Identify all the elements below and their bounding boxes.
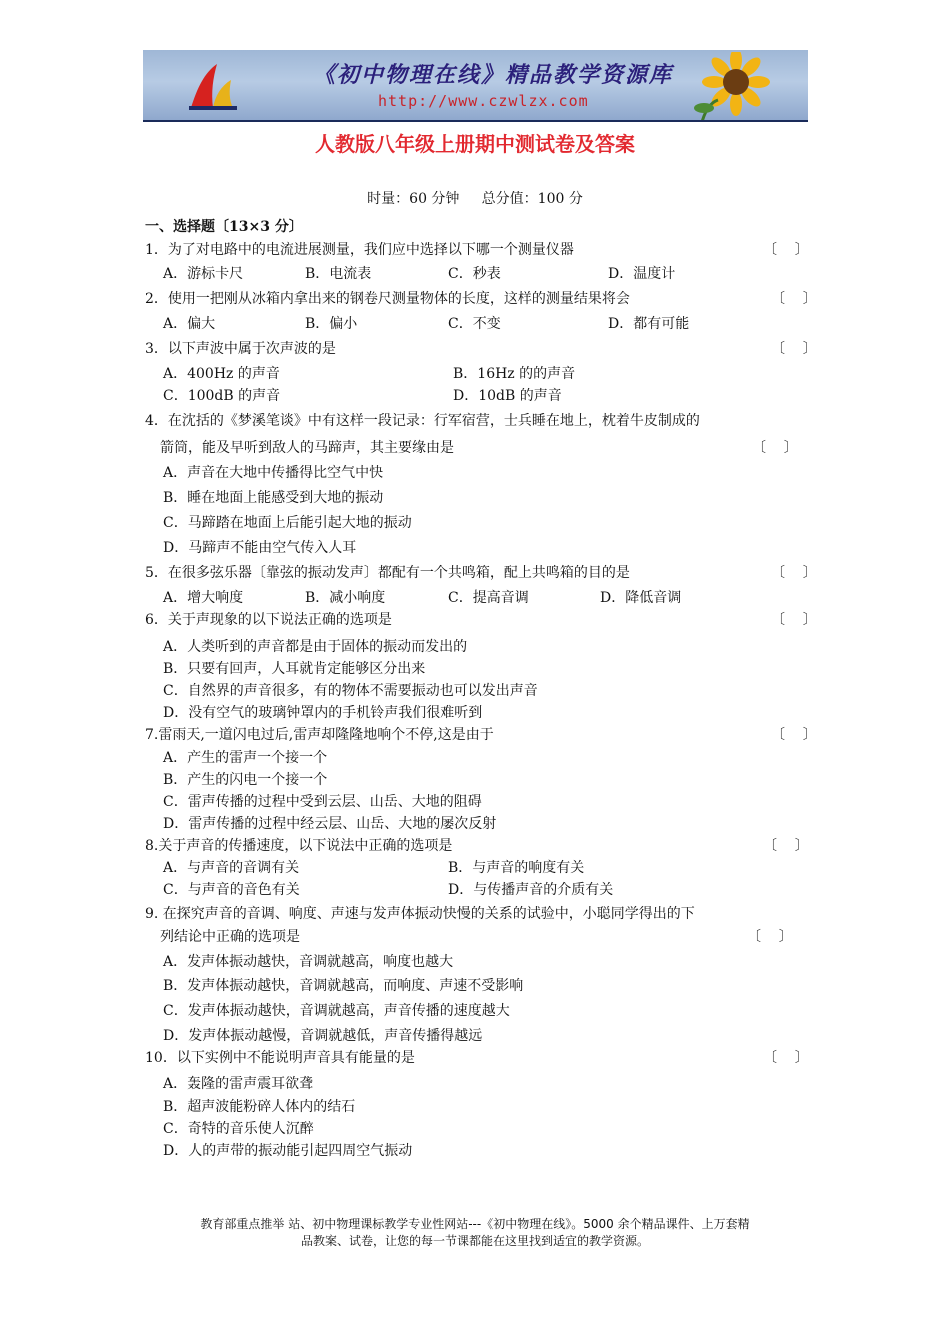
question-9-option-c: C．发声体振动越快，音调就越高，声音传播的速度越大 [163, 1003, 510, 1019]
question-1-option-c: C．秒表 [448, 266, 501, 282]
question-1-option-d: D．温度计 [608, 266, 676, 282]
sunflower-icon [688, 52, 778, 120]
question-7-text: 7.雷雨天,一道闪电过后,雷声却隆隆地响个不停,这是由于 [145, 727, 494, 743]
question-6-option-a: A．人类听到的声音都是由于固体的振动而发出的 [163, 639, 468, 655]
question-4-option-a: A．声音在大地中传播得比空气中快 [163, 465, 384, 481]
question-8-answer-bracket: 〔 〕 [763, 838, 809, 854]
question-2-answer-bracket: 〔 〕 [771, 291, 817, 307]
question-8-option-c: C．与声音的音色有关 [163, 882, 300, 898]
document-title: 人教版八年级上册期中测试卷及答案 [315, 132, 635, 156]
question-3-answer-bracket: 〔 〕 [771, 341, 817, 357]
question-10-text: 10．以下实例中不能说明声音具有能量的是 [145, 1050, 415, 1066]
question-7-option-d: D．雷声传播的过程中经云层、山岳、大地的屡次反射 [163, 816, 497, 832]
question-10-answer-bracket: 〔 〕 [763, 1050, 809, 1066]
page-footer [0, 1216, 950, 1250]
question-6-text: 6．关于声现象的以下说法正确的选项是 [145, 612, 392, 628]
banner-underline [143, 120, 808, 122]
question-9-text-line-2: 列结论中正确的选项是 [160, 929, 300, 945]
question-10-option-a: A．轰隆的雷声震耳欲聋 [163, 1076, 314, 1092]
banner-title: 《初中物理在线》精品教学资源库 [313, 62, 674, 88]
question-2-option-d: D．都有可能 [608, 316, 690, 332]
question-5-text: 5．在很多弦乐器〔靠弦的振动发声〕都配有一个共鸣箱，配上共鸣箱的目的是 [145, 565, 630, 581]
question-8-option-d: D．与传播声音的介质有关 [448, 882, 614, 898]
question-4-option-c: C．马蹄踏在地面上后能引起大地的振动 [163, 515, 412, 531]
question-9-option-a: A．发声体振动越快，音调就越高，响度也越大 [163, 954, 454, 970]
question-5-option-d: D．降低音调 [600, 590, 682, 606]
question-10-option-c: C．奇特的音乐使人沉醉 [163, 1121, 314, 1137]
question-8-option-b: B．与声音的响度有关 [448, 860, 585, 876]
question-1-option-a: A．游标卡尺 [163, 266, 244, 282]
question-4-answer-bracket: 〔 〕 [752, 440, 798, 456]
question-3-option-a: A．400Hz 的声音 [163, 366, 280, 382]
exam-meta: 时量：60 分钟 总分值：100 分 [367, 191, 583, 207]
question-5-option-c: C．提高音调 [448, 590, 529, 606]
banner-url-link[interactable]: http://www.czwlzx.com [378, 92, 589, 110]
question-2-option-a: A．偏大 [163, 316, 216, 332]
question-3-option-c: C．100dB 的声音 [163, 388, 281, 404]
footer-line-1: 教育部重点推举 站、初中物理课标教学专业性网站---《初中物理在线》。5000 余个精品课件、上万套精 [200, 1217, 750, 1231]
question-7-answer-bracket: 〔 〕 [771, 727, 817, 743]
question-3-text: 3．以下声波中属于次声波的是 [145, 341, 336, 357]
site-logo-icon [183, 58, 243, 114]
question-1-option-b: B．电流表 [305, 266, 372, 282]
question-3-option-b: B．16Hz 的的声音 [453, 366, 576, 382]
question-5-option-b: B．减小响度 [305, 590, 386, 606]
question-1-text: 1．为了对电路中的电流进展测量，我们应中选择以下哪一个测量仪器 [145, 242, 574, 258]
question-1-answer-bracket: 〔 〕 [763, 242, 809, 258]
footer-line-2: 品教案、试卷，让您的每一节课都能在这里找到适宜的教学资源。 [300, 1234, 649, 1248]
question-6-option-d: D．没有空气的玻璃钟罩内的手机铃声我们很难听到 [163, 705, 483, 721]
question-4-option-d: D．马蹄声不能由空气传入人耳 [163, 540, 357, 556]
question-6-answer-bracket: 〔 〕 [771, 612, 817, 628]
question-9-answer-bracket: 〔 〕 [747, 929, 793, 945]
question-5-answer-bracket: 〔 〕 [771, 565, 817, 581]
question-8-option-a: A．与声音的音调有关 [163, 860, 300, 876]
question-9-option-d: D．发声体振动越慢，音调就越低，声音传播得越远 [163, 1028, 483, 1044]
header-banner [143, 50, 808, 120]
question-7-option-c: C．雷声传播的过程中受到云层、山岳、大地的阻碍 [163, 794, 482, 810]
question-6-option-b: B．只要有回声，人耳就肯定能够区分出来 [163, 661, 426, 677]
question-10-option-d: D．人的声带的振动能引起四周空气振动 [163, 1143, 413, 1159]
question-2-option-c: C．不变 [448, 316, 501, 332]
question-4-option-b: B．睡在地面上能感受到大地的振动 [163, 490, 384, 506]
question-9-text-line-1: 9. 在探究声音的音调、响度、声速与发声体振动快慢的关系的试验中，小聪同学得出的下 [145, 906, 695, 922]
question-2-option-b: B．偏小 [305, 316, 358, 332]
question-9-option-b: B．发声体振动越快，音调就越高，而响度、声速不受影响 [163, 978, 524, 994]
question-3-option-d: D．10dB 的声音 [453, 388, 562, 404]
question-10-option-b: B．超声波能粉碎人体内的结石 [163, 1099, 356, 1115]
question-4-text-line-2: 箭筒，能及早听到敌人的马蹄声，其主要缘由是 [160, 440, 454, 456]
question-6-option-c: C．自然界的声音很多，有的物体不需要振动也可以发出声音 [163, 683, 538, 699]
question-8-text: 8.关于声音的传播速度，以下说法中正确的选项是 [145, 838, 453, 854]
question-5-option-a: A．增大响度 [163, 590, 244, 606]
section-title: 一、选择题〔13×3 分〕 [145, 219, 303, 235]
question-4-text-line-1: 4．在沈括的《梦溪笔谈》中有这样一段记录：行军宿营，士兵睡在地上，枕着牛皮制成的 [145, 413, 700, 429]
question-7-option-b: B．产生的闪电一个接一个 [163, 772, 328, 788]
question-7-option-a: A．产生的雷声一个接一个 [163, 750, 328, 766]
question-2-text: 2．使用一把刚从冰箱内拿出来的钢卷尺测量物体的长度，这样的测量结果将会 [145, 291, 630, 307]
